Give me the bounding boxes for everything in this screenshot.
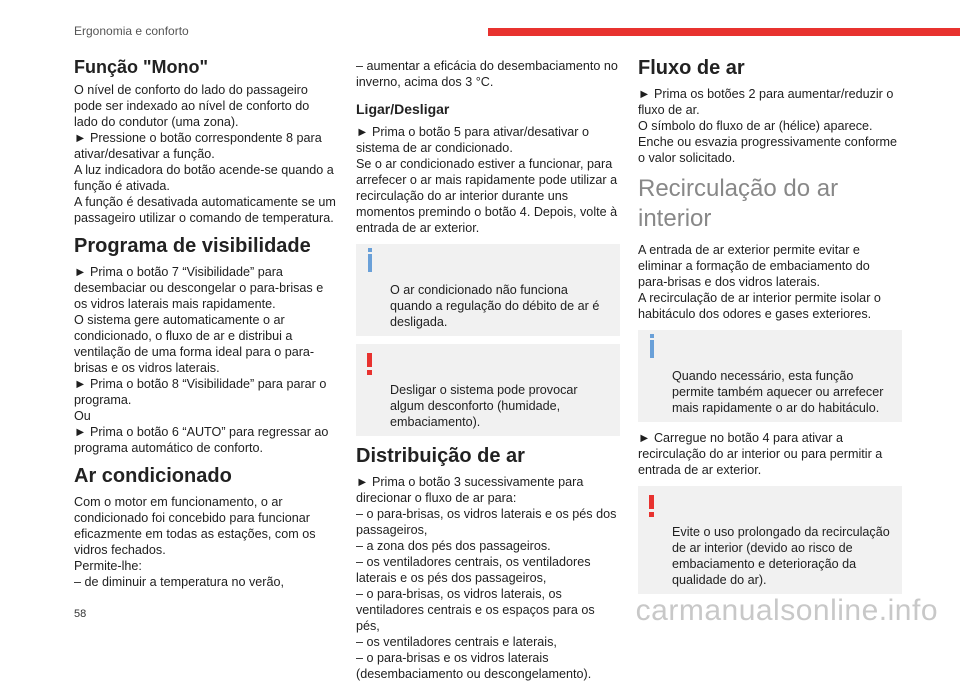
paragraph-ac-continued: – aumentar a eficácia do desembaciamento no inverno, acima dos 3 °C. <box>356 59 618 89</box>
warning-note-text: Desligar o sistema pode provocar algum desconforto (humidade, embaciamento). <box>390 383 578 429</box>
paragraph-visibility: ► Prima o botão 7 “Visibilidade” para desembaciar ou descongelar o para-brisas e os vidros laterais mais rapidamente. O sistema gere automaticamente o ar condicionado, o fluxo de ar e distribui a ventilação de uma forma ideal para o para-brisas e os vidros laterais. ► Prima o botão 8 “Visibilidade” para parar o programa. Ou ► Prima o botão 6 “AUTO” para regressar ao programa automático de conforto. <box>74 265 329 455</box>
paragraph-air-conditioning: Com o motor em funcionamento, o ar condicionado foi concebido para funcionar eficazmente em todas as estações, com os vidros fechados. Permite-lhe: – de diminuir a temperatura no verão, <box>74 495 316 589</box>
info-icon <box>650 340 654 358</box>
paragraph-recirculation-button: ► Carregue no botão 4 para ativar a recirculação do ar interior ou para permitir a entrada de ar exterior. <box>638 431 883 477</box>
paragraph-air-flow: ► Prima os botões 2 para aumentar/reduzir o fluxo de ar. O símbolo do fluxo de ar (hélice) aparece. Enche ou esvazia progressivamente conforme o valor solicitado. <box>638 87 898 165</box>
paragraph-mono: O nível de conforto do lado do passageiro pode ser indexado ao nível de conforto do lado do condutor (uma zona). ► Pressione o botão correspondente 8 para ativar/desativar a função. A luz indicadora do botão acende-se quando a função é ativada. A função é desativada automaticamente se um passageiro utilizar o comando de temperatura. <box>74 83 336 225</box>
heading-recirculation: Recirculação do ar interior <box>638 175 839 232</box>
paragraph-air-distribution: ► Prima o botão 3 sucessivamente para direcionar o fluxo de ar para: – o para-brisas, os vidros laterais e os pés dos passageiros, – a zona dos pés dos passageiros. – os ventiladores centrais, os ventiladores laterais e os pés dos passageiros, – o para-brisas, os vidros laterais, os ventiladores centrais e os espaços para os pés, – os ventiladores centrais e laterais, – o para-brisas e os vidros laterais (desembaciamento ou descongelamento). <box>356 475 617 681</box>
paragraph-on-off: ► Prima o botão 5 para ativar/desativar o sistema de ar condicionado. Se o ar condicionado estiver a funcionar, para arrefecer o ar mais rapidamente pode utilizar a recirculação do ar interior durante uns momentos premindo o botão 4. Depois, volte à entrada de ar exterior. <box>356 125 618 235</box>
warning-note-text-2: Evite o uso prolongado da recirculação de ar interior (devido ao risco de embaciamento e deterioração da qualidade do ar). <box>672 525 890 587</box>
heading-air-conditioning: Ar condicionado <box>74 465 232 487</box>
heading-air-flow: Fluxo de ar <box>638 57 745 79</box>
chapter-title: Ergonomia e conforto <box>74 24 189 38</box>
column-1 <box>74 48 336 590</box>
column-2 <box>356 58 620 682</box>
column-3 <box>638 48 902 602</box>
watermark: carmanualsonline.info <box>635 594 938 627</box>
info-icon <box>368 254 372 272</box>
info-note-text-2: Quando necessário, esta função permite também aquecer ou arrefecer mais rapidamente o ar do habitáculo. <box>672 369 884 415</box>
heading-on-off: Ligar/Desligar <box>356 101 450 117</box>
header-accent-bar <box>488 28 960 36</box>
warning-icon <box>367 353 372 367</box>
page-number: 58 <box>74 608 87 620</box>
heading-visibility: Programa de visibilidade <box>74 235 311 257</box>
paragraph-recirculation: A entrada de ar exterior permite evitar e eliminar a formação de embaciamento do para-brisas e dos vidros laterais. A recirculação de ar interior permite isolar o habitáculo dos odores e gases exteriores. <box>638 243 881 321</box>
info-note-text: O ar condicionado não funciona quando a regulação do débito de ar é desligada. <box>390 283 600 329</box>
info-note-box-2 <box>638 330 902 422</box>
heading-mono: Função "Mono" <box>74 57 209 77</box>
warning-note-box <box>356 344 620 436</box>
info-note-box <box>356 244 620 336</box>
warning-icon <box>649 495 654 509</box>
heading-air-distribution: Distribuição de ar <box>356 445 525 467</box>
warning-note-box-2 <box>638 486 902 594</box>
